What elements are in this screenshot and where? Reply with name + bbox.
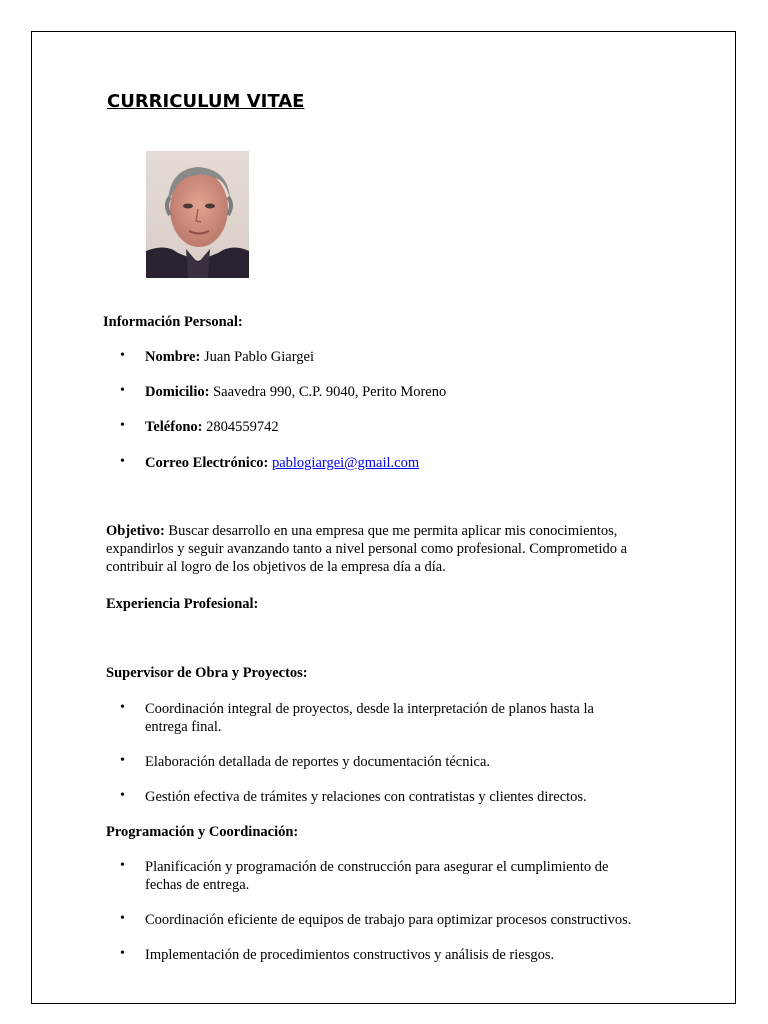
bullet-icon: •: [120, 454, 125, 469]
email-label: Correo Electrónico:: [145, 455, 269, 471]
personal-item-name: [145, 348, 314, 366]
address-label: Domicilio:: [145, 384, 210, 400]
phone-label: Teléfono:: [145, 419, 203, 435]
supervisor-item: Gestión efectiva de trámites y relaciones con contratistas y clientes directos.: [145, 789, 587, 805]
programming-item: Implementación de procedimientos constructivos y análisis de riesgos.: [145, 947, 555, 963]
profile-photo: [146, 151, 249, 278]
address-value: Saavedra 990, C.P. 9040, Perito Moreno: [213, 384, 447, 400]
name-value: Juan Pablo Giargei: [203, 349, 315, 365]
personal-item-phone: [145, 418, 279, 436]
objective-label: Objetivo:: [106, 523, 165, 539]
bullet-icon: •: [120, 700, 125, 715]
personal-item-email: [145, 454, 419, 472]
objective-line-3: contribuir al logro de los objetivos de la empresa día a día.: [106, 559, 446, 575]
objective-line-2: expandirlos y seguir avanzando tanto a nivel personal como profesional. Comprometido a: [106, 541, 628, 557]
bullet-icon: •: [120, 418, 125, 433]
supervisor-item: [145, 700, 665, 736]
programming-item-line: fechas de entrega.: [145, 877, 250, 893]
programming-heading: Programación y Coordinación:: [106, 824, 299, 840]
experience-heading: Experiencia Profesional:: [106, 596, 259, 612]
bullet-icon: •: [120, 858, 125, 873]
document-page: [31, 31, 736, 1004]
bullet-icon: •: [120, 753, 125, 768]
profile-photo-image: [146, 151, 249, 278]
programming-item-line: Planificación y programación de construcción para asegurar el cumplimiento de: [145, 859, 609, 875]
supervisor-item-line: entrega final.: [145, 719, 222, 735]
bullet-icon: •: [120, 788, 125, 803]
bullet-icon: •: [120, 383, 125, 398]
bullet-icon: •: [120, 348, 125, 363]
objective-paragraph: [106, 522, 666, 576]
bullet-icon: •: [120, 946, 125, 961]
name-label: Nombre:: [145, 349, 201, 365]
document-title: CURRICULUM VITAE: [107, 91, 305, 112]
objective-line-1: Buscar desarrollo en una empresa que me permita aplicar mis conocimientos,: [168, 523, 618, 539]
programming-item: [145, 858, 665, 894]
email-link[interactable]: pablogiargei@gmail.com: [271, 455, 420, 471]
bullet-icon: •: [120, 911, 125, 926]
supervisor-item-line: Coordinación integral de proyectos, desde la interpretación de planos hasta la: [145, 701, 594, 717]
personal-info-heading: Información Personal:: [103, 314, 243, 330]
personal-item-address: [145, 383, 446, 401]
supervisor-heading: Supervisor de Obra y Proyectos:: [106, 665, 308, 681]
supervisor-item: Elaboración detallada de reportes y documentación técnica.: [145, 754, 491, 770]
programming-item: Coordinación eficiente de equipos de trabajo para optimizar procesos constructivos.: [145, 912, 632, 928]
phone-value: 2804559742: [206, 419, 279, 435]
